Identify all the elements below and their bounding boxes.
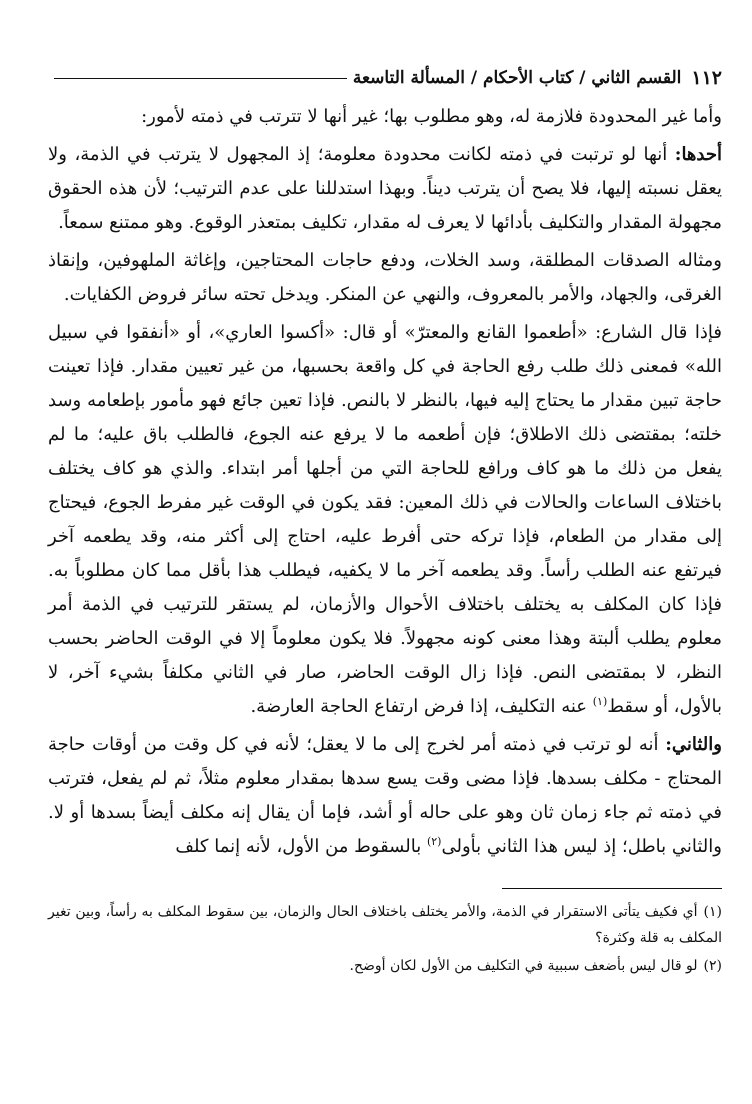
paragraph-text: أنها لو ترتبت في ذمته لكانت محدودة معلومة؛ إذ المجهول لا يترتب في الذمة، ولا يعقل نسبته إليها، فلا يصح أن يترتب ديناً. وبهذا استدللنا على عدم الترتيب؛ لأن هذه الحقوق مجهولة المقدار والتكليف بأدائها لا يعرف له مقدار، تكليف بمتعذر الوقوع. وهو ممتنع سمعاً. [48, 144, 722, 233]
paragraph-text: أنه لو ترتب في ذمته أمر لخرج إلى ما لا يعقل؛ لأنه في كل وقت من أوقات حاجة المحتاج - مكلف بسدها. فإذا مضى وقت يسع سدها بمقدار معلوم مثلاً، ثم لم يفعل، فترتب في ذمته ثم جاء زمان ثان وهو على حاله أو أشد، فإما أن يقال إنه مكلف أيضاً بسدها أو لا. والثاني باطل؛ إذ ليس هذا الثاني بأولى [48, 734, 722, 857]
header-rule [54, 78, 347, 79]
body-text [48, 100, 722, 864]
footnote [48, 899, 722, 951]
paragraph-text: فإذا قال الشارع: «أطعموا القانع والمعترّ» أو قال: «أكسوا العاري»، أو «أنفقوا في سبيل الله» فمعنى ذلك طلب رفع الحاجة في كل واقعة بحسبها، من غير تعيين مقدار. فإذا تعينت حاجة تبين مقدار ما يحتاج إليه فيها، بالنظر لا بالنص. فإذا تعين جائع فهو مأمور بإطعامه وسد خلته؛ بمقتضى ذلك الاطلاق؛ فإن أطعمه ما لا يرفع عنه الجوع، فالطلب باق عليه؛ ما لم يفعل من ذلك ما هو كاف ورافع للحاجة التي من أجلها أمر ابتداء. والذي هو كاف يختلف باختلاف الساعات والحالات في ذلك المعين: فقد يكون في الوقت غير مفرط الجوع، فيحتاج إلى مقدار من الطعام، فإذا تركه حتى أفرط عليه، احتاج إلى أكثر منه، وقد يطعمه آخر فيرتفع عنه الطلب رأساً. وقد يطعمه آخر ما لا يكفيه، فيطلب هذا بأقل مما كان مطلوباً به. فإذا كان المكلف به يختلف باختلاف الأحوال والأزمان، لم يستقر للترتيب في الذمة أمر معلوم يطلب ألبتة وهذا معنى كونه مجهولاً. فلا يكون معلوماً إلا في الوقت الحاضر بحسب النظر، لا بمقتضى النص. فإذا زال الوقت الحاضر، صار في الثاني مكلفاً بشيء آخر، لا بالأول، أو سقط [48, 322, 722, 717]
paragraph-lead: والثاني: [665, 734, 722, 755]
footnote-number: (٢) [703, 958, 722, 974]
footnote-number: (١) [703, 904, 722, 920]
paragraph-lead: أحدها: [674, 144, 722, 165]
paragraph [48, 244, 722, 312]
footnote-reference[interactable]: (١) [592, 695, 608, 708]
paragraph [48, 138, 722, 240]
paragraph-text-tail: عنه التكليف، إذا فرض ارتفاع الحاجة العارضة. [250, 696, 593, 717]
footnote [48, 953, 722, 979]
paragraph [48, 728, 722, 864]
footnotes [48, 899, 722, 979]
running-header [48, 64, 722, 92]
document-page [48, 64, 722, 981]
paragraph-text: وأما غير المحدودة فلازمة له، وهو مطلوب بها؛ غير أنها لا تترتب في ذمته لأمور: [141, 106, 722, 127]
paragraph-text: ومثاله الصدقات المطلقة، وسد الخلات، ودفع حاجات المحتاجين، وإغاثة الملهوفين، وإنقاذ الغرقى، والجهاد، والأمر بالمعروف، والنهي عن المنكر. ويدخل تحته سائر فروض الكفايات. [48, 250, 722, 305]
paragraph-text-tail: بالسقوط من الأول، لأنه إنما كلف [175, 836, 427, 857]
footnote-reference[interactable]: (٢) [426, 835, 442, 848]
running-title: القسم الثاني / كتاب الأحكام / المسألة التاسعة [352, 68, 682, 88]
footnote-text: لو قال ليس بأضعف سببية في التكليف من الأول لكان أوضح. [349, 958, 698, 974]
paragraph [48, 100, 722, 134]
page-number: ١١٢ [691, 67, 722, 89]
paragraph [48, 316, 722, 724]
footnote-text: أي فكيف يتأتى الاستقرار في الذمة، والأمر يختلف باختلاف الحال والزمان، بين سقوط المكلف به رأساً، وبين تغير المكلف به قلة وكثرة؟ [48, 904, 722, 946]
footnote-separator [502, 888, 722, 889]
